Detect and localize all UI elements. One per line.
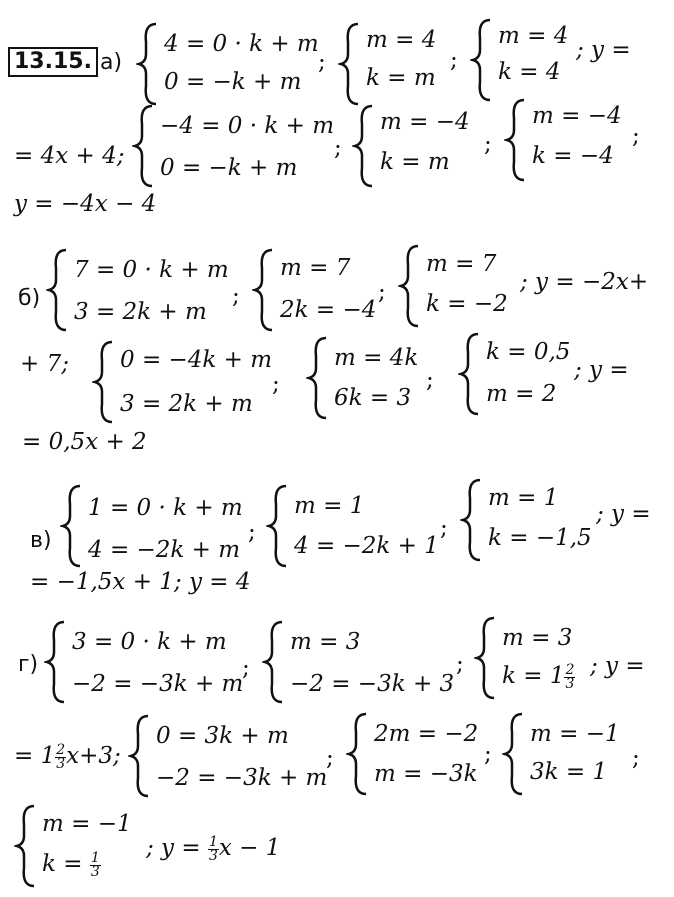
separator: ; [318, 49, 326, 75]
separator: ; [242, 655, 250, 681]
equation: 7 = 0 · k + m [74, 257, 229, 283]
separator: ; [272, 371, 280, 397]
equation: 6k = 3 [334, 385, 412, 411]
equation: 3k = 1 [530, 759, 608, 785]
part-d-label: г) [18, 652, 39, 677]
brace-icon [474, 616, 498, 700]
line-lead: + 7; [20, 351, 69, 377]
brace-icon [458, 332, 482, 416]
fraction [90, 849, 101, 880]
equation-text: x+3; [66, 743, 121, 769]
equation: 0 = 3k + m [156, 723, 289, 749]
equation: m = −4 [380, 109, 470, 135]
equation: 4 = −2k + 1 [294, 533, 439, 559]
equation: m = −1 [530, 721, 620, 747]
equation: m = −1 [42, 811, 132, 837]
brace-icon [398, 244, 422, 328]
denominator: 3 [565, 675, 575, 692]
result-start: ; y = [590, 653, 645, 679]
brace-icon [136, 22, 160, 106]
equation: −2 = −3k + 3 [290, 671, 455, 697]
result: = −1,5x + 1; y = 4 [30, 569, 251, 595]
line-lead [14, 742, 121, 771]
brace-icon [46, 248, 70, 332]
brace-icon [470, 18, 494, 102]
equation: m = 1 [294, 493, 365, 519]
result-start: ; y = [596, 501, 651, 527]
numerator: 1 [90, 849, 100, 866]
brace-icon [346, 712, 370, 796]
equation: k = m [380, 149, 450, 175]
brace-icon [252, 248, 276, 332]
separator: ; [378, 279, 386, 305]
brace-icon [502, 712, 526, 796]
equation: k = m [366, 65, 436, 91]
separator: ; [632, 745, 640, 771]
part-c-label: в) [30, 528, 52, 553]
separator: ; [632, 123, 640, 149]
denominator: 3 [56, 755, 66, 772]
equation-text: k = 1 [502, 663, 565, 689]
brace-icon [504, 98, 528, 182]
equation [502, 662, 575, 691]
equation: 0 = −4k + m [120, 347, 273, 373]
separator: ; [248, 519, 256, 545]
equation: 2k = −4 [280, 297, 377, 323]
result-start: ; y = [574, 357, 629, 383]
separator: ; [426, 367, 434, 393]
brace-icon [128, 714, 152, 798]
equation: −2 = −3k + m [72, 671, 244, 697]
fraction [208, 833, 219, 864]
brace-icon [266, 484, 290, 568]
equation: 4 = −2k + m [88, 537, 241, 563]
equation-text: x − 1 [218, 835, 281, 861]
equation: k = 4 [498, 59, 561, 85]
denominator: 3 [90, 863, 100, 880]
equation: m = 3 [502, 625, 573, 651]
result-start: ; y = −2x+ [520, 269, 649, 295]
equation: m = −4 [532, 103, 622, 129]
line-lead: = 4x + 4; [14, 143, 125, 169]
result: = 0,5x + 2 [22, 429, 147, 455]
brace-icon [44, 620, 68, 704]
equation: 0 = −k + m [164, 69, 302, 95]
brace-icon [132, 104, 156, 188]
equation: 4 = 0 · k + m [164, 31, 319, 57]
brace-icon [338, 22, 362, 106]
equation: 3 = 0 · k + m [72, 629, 227, 655]
equation: k = −1,5 [488, 525, 592, 551]
separator: ; [484, 741, 492, 767]
equation: −4 = 0 · k + m [160, 113, 335, 139]
equation: 1 = 0 · k + m [88, 495, 243, 521]
equation-text: = 1 [14, 743, 56, 769]
equation [42, 850, 101, 879]
result-start: ; y = [576, 37, 631, 63]
fraction [55, 741, 66, 772]
brace-icon [460, 478, 484, 562]
separator: ; [440, 515, 448, 541]
equation: m = 2 [486, 381, 557, 407]
equation: m = 7 [426, 251, 497, 277]
equation: m = 1 [488, 485, 559, 511]
equation-text: ; y = [146, 835, 201, 861]
equation: 3 = 2k + m [74, 299, 207, 325]
equation: 3 = 2k + m [120, 391, 253, 417]
part-a-label: а) [100, 50, 123, 75]
separator: ; [456, 651, 464, 677]
equation: 0 = −k + m [160, 155, 298, 181]
numerator: 2 [56, 741, 66, 758]
separator: ; [326, 745, 334, 771]
result: y = −4x − 4 [14, 191, 157, 217]
equation-text: k = [42, 851, 83, 877]
result [146, 834, 280, 863]
separator: ; [484, 131, 492, 157]
equation: k = −4 [532, 143, 614, 169]
brace-icon [60, 484, 84, 568]
separator: ; [334, 135, 342, 161]
equation: k = 0,5 [486, 339, 571, 365]
denominator: 3 [208, 847, 218, 864]
brace-icon [14, 804, 38, 888]
equation: −2 = −3k + m [156, 765, 328, 791]
equation: m = 7 [280, 255, 351, 281]
equation: 2m = −2 [374, 721, 479, 747]
problem-number: 13.15. [8, 47, 98, 77]
equation: m = 4k [334, 345, 419, 371]
part-b-label: б) [18, 286, 41, 311]
brace-icon [92, 340, 116, 424]
equation: m = 4 [498, 23, 569, 49]
equation: m = 3 [290, 629, 361, 655]
equation: k = −2 [426, 291, 508, 317]
brace-icon [306, 336, 330, 420]
numerator: 1 [208, 833, 218, 850]
equation: m = 4 [366, 27, 437, 53]
brace-icon [352, 104, 376, 188]
separator: ; [232, 283, 240, 309]
fraction [564, 661, 575, 692]
equation: m = −3k [374, 761, 478, 787]
numerator: 2 [565, 661, 575, 678]
separator: ; [450, 47, 458, 73]
brace-icon [262, 620, 286, 704]
